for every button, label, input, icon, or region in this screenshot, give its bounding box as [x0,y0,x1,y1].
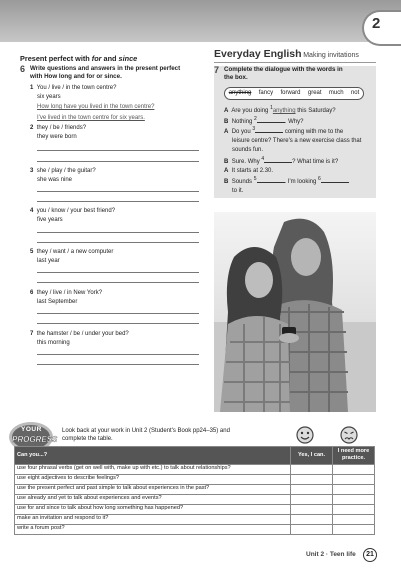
your-progress-badge: YOUR PROGRESS [8,420,54,454]
answer-line[interactable] [37,354,199,355]
answer-line[interactable] [37,161,199,162]
exercise-item: 1 You / live / in the town centre? six years How long have you lived in the town centre? I've lived in the town centre for six years. [30,84,200,123]
blank-field[interactable] [257,176,285,183]
yes-cell[interactable] [291,464,333,474]
answer-line[interactable] [37,272,199,273]
answer-line[interactable] [37,232,199,233]
more-cell[interactable] [333,464,375,474]
col-yes: Yes, I can. [291,447,333,465]
answer-line[interactable] [37,242,199,243]
dialogue-line: A It starts at 2.30. [224,168,274,175]
word-chip: much [328,89,344,96]
answer-line[interactable] [37,150,199,151]
exercise-number: 6 [20,64,26,74]
answer-line[interactable] [37,364,199,365]
table-row: write a forum post? [15,524,375,534]
progress-table [14,446,375,535]
dialogue [224,105,374,195]
header-band [0,0,401,42]
two-girls-photo [214,212,376,412]
yes-cell[interactable] [291,504,333,514]
dialogue-line: B Nothing $^2$ . Why? [224,115,304,125]
section-title: Present perfect with for and since [20,54,138,63]
word-chip: not [350,89,360,96]
word-box [224,87,364,100]
col-more-practice: I need more practice. [333,447,375,465]
exercise-item: 5 they / want / a new computer last year [30,249,114,264]
exercise-item: 4 you / know / your best friend? five years [30,208,116,223]
more-cell[interactable] [333,504,375,514]
blank-field[interactable] [264,156,292,163]
exercise-item: 7 the hamster / be / under your bed? this morning [30,331,129,346]
everyday-english-heading: Everyday English Making invitations [214,48,359,60]
table-row: use the present perfect and past simple to talk about experiences in the past? [15,484,375,494]
word-chip: forward [280,89,301,96]
word-chip: anything [228,89,252,96]
dialogue-line: to it. [232,187,244,194]
dialogue-line: B Sure. Why $^4$ ? What time is it? [224,156,339,166]
blank-field[interactable] [255,126,283,133]
dialogue-line: A Do you $^3$ coming with me to the [224,126,344,136]
answer-line[interactable] [37,282,199,283]
exercise-item: 3 she / play / the guitar? she was nine [30,168,96,183]
exercise-instruction: Write questions and answers in the present perfect with How long and for or since. [30,65,181,81]
yes-cell[interactable] [291,524,333,534]
col-can: Can you...? [15,447,291,465]
table-row: use already and yet to talk about experiences and events? [15,494,375,504]
exercise-number: 7 [214,65,220,75]
table-header [15,447,375,465]
more-cell[interactable] [333,494,375,504]
table-row: use for and since to talk about how long something has happened? [15,504,375,514]
yes-cell[interactable] [291,514,333,524]
unit-tab [362,10,401,46]
blank-field[interactable] [257,116,285,123]
table-row: use four phrasal verbs (get on well with, make up with etc.) to talk about relationships? [15,464,375,474]
more-cell[interactable] [333,514,375,524]
table-row: make an invitation and respond to it? [15,514,375,524]
table-row: use eight adjectives to describe feelings? [15,474,375,484]
divider [214,62,376,63]
yes-cell[interactable] [291,484,333,494]
dialogue-line: A Are you doing $^1$anything this Saturday? [224,105,336,114]
more-cell[interactable] [333,524,375,534]
more-cell[interactable] [333,474,375,484]
answer-line[interactable] [37,323,199,324]
exercise-item: 6 they / live / in New York? last September [30,290,103,305]
word-chip: fancy [258,89,274,96]
happy-face-icon [296,426,314,448]
exercise-instruction: Complete the dialogue with the words in the box. [224,66,343,82]
answer-text: I've lived in the town centre for six years. [37,115,145,122]
progress-intro: Look back at your work in Unit 2 (Student's Book pp24–35) and complete the table. [62,428,230,443]
dialogue-line: B Sounds $^5$ . I'm looking $^6$ [224,176,374,187]
photo-illustration [214,212,376,412]
page-number: 21 [363,548,377,562]
footer-unit-label: Unit 2 · Teen life [306,551,356,558]
answer-line[interactable] [37,201,199,202]
blank-field[interactable] [321,176,349,183]
word-chip: great [307,89,322,96]
answer-line[interactable] [37,191,199,192]
unit-number: 2 [372,15,381,32]
answer-text: How long have you lived in the town centre? [37,104,155,111]
answer-line[interactable] [37,313,199,314]
dialogue-line: leisure centre? There's a new exercise class that [232,138,362,145]
exercise-item: 2 they / be / friends? they were born [30,125,87,140]
worried-face-icon [340,426,358,448]
dialogue-line: sounds fun. [232,146,264,153]
yes-cell[interactable] [291,474,333,484]
more-cell[interactable] [333,484,375,494]
yes-cell[interactable] [291,494,333,504]
